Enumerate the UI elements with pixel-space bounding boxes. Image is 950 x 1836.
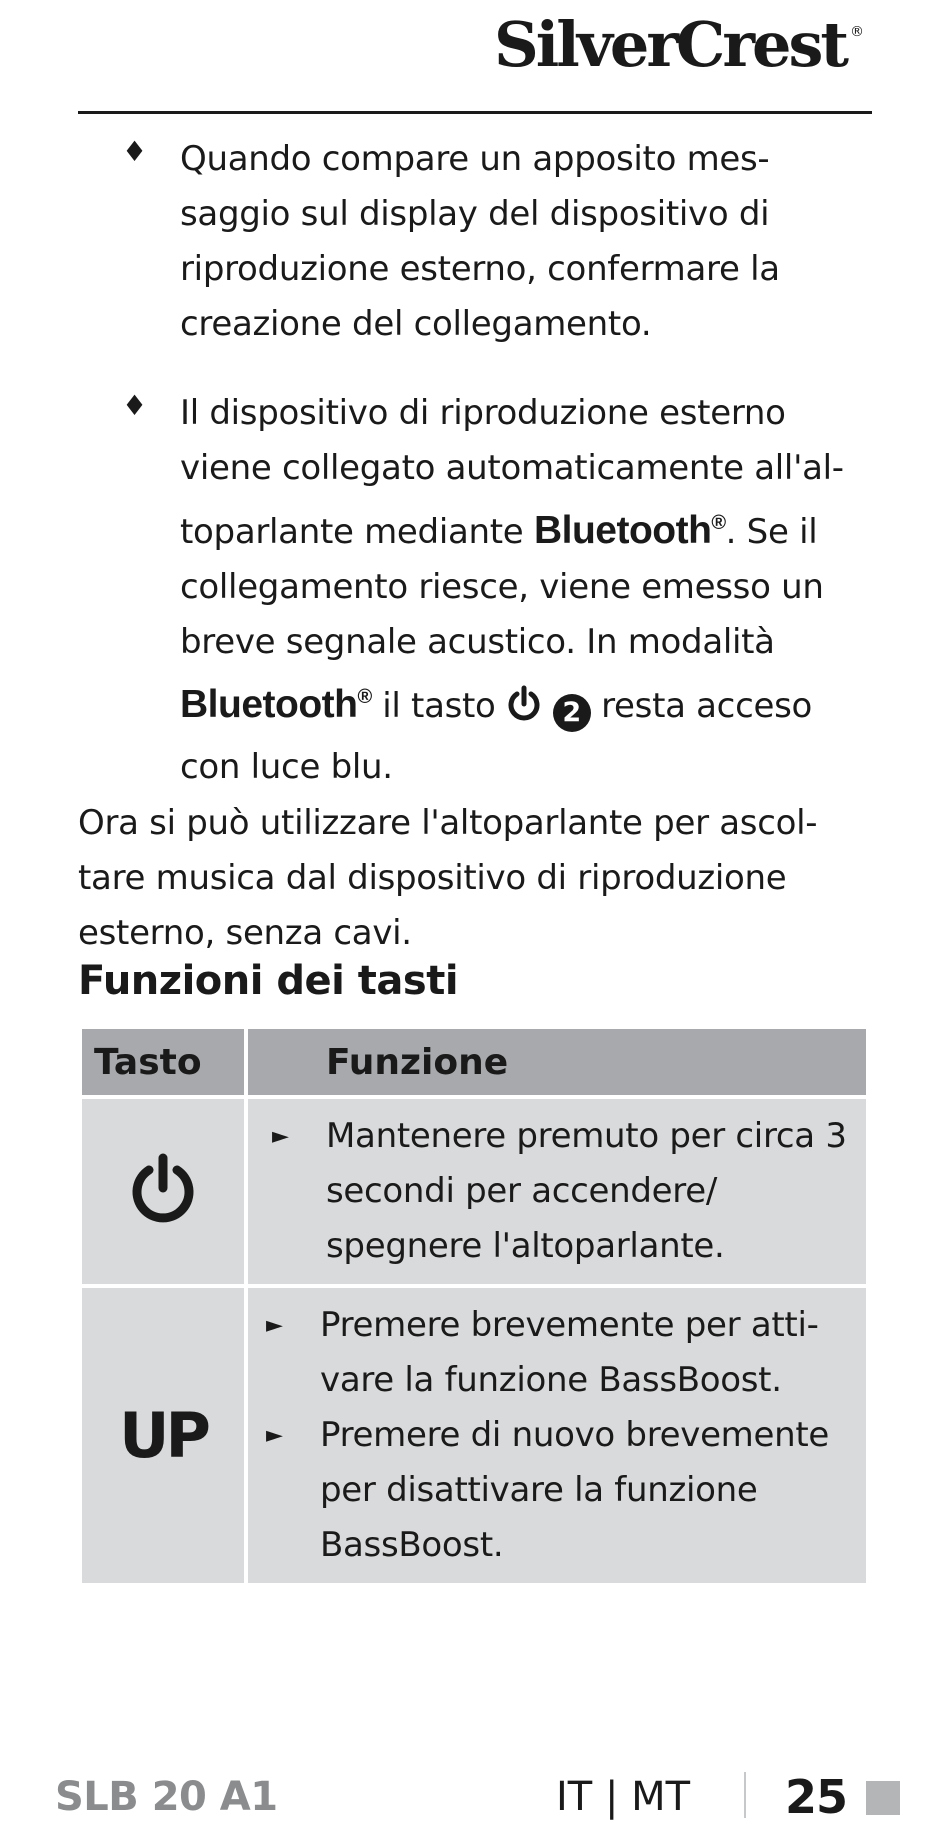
column-header-function: Funzione [246, 1027, 868, 1097]
footer-separator [744, 1772, 746, 1818]
page-footer [0, 1766, 950, 1826]
function-cell [246, 1286, 868, 1585]
list-item: ► Premere di nuovo brevemente per disattivare la funzione BassBoost. [266, 1408, 856, 1573]
bluetooth-wordmark: Bluetooth® [180, 683, 372, 726]
header-divider [78, 111, 872, 114]
language-codes: IT | MT [556, 1774, 691, 1820]
bullet-item [122, 132, 872, 352]
key-functions-table [78, 1025, 870, 1587]
key-cell [80, 1097, 246, 1286]
bluetooth-wordmark: Bluetooth® [533, 509, 726, 552]
arrow-right-icon: ► [266, 1313, 283, 1338]
list-item: ► Mantenere premuto per circa 3 secondi per accendere/ spegnere l'altoparlante. [272, 1109, 856, 1274]
brand-logo: SilverCrest ® [493, 8, 864, 81]
table-row [80, 1286, 868, 1585]
section-title: Funzioni dei tasti [78, 958, 459, 1004]
arrow-right-icon: ► [266, 1423, 283, 1448]
page-number: 25 [785, 1770, 848, 1824]
model-number: SLB 20 A1 [55, 1774, 278, 1820]
table-row [80, 1097, 868, 1286]
column-header-key: Tasto [80, 1027, 246, 1097]
function-cell [246, 1097, 868, 1286]
key-number-badge: 2 [553, 694, 591, 732]
diamond-bullet-icon: ♦ [122, 135, 148, 168]
power-icon [128, 1213, 198, 1232]
list-item: ► Premere brevemente per atti-vare la funzione BassBoost. [266, 1298, 856, 1408]
bullet-text: Il dispositivo di riproduzione esterno viene collegato automaticamente all'al-toparlante mediante Bluetooth®. Se il collegamento riesce, viene emesso un breve segnale acustico. In modalità Bluetooth® il tasto 2 resta acceso con luce blu. [180, 393, 844, 787]
body-paragraph: Ora si può utilizzare l'altoparlante per ascol-tare musica dal dispositivo di riproduzione esterno, senza cavi. [78, 803, 818, 953]
up-key-label: UP [119, 1399, 207, 1472]
diamond-bullet-icon: ♦ [122, 389, 148, 422]
arrow-right-icon: ► [272, 1124, 289, 1149]
page-marker-square [866, 1781, 900, 1815]
bullet-item [122, 386, 872, 795]
table-header-row [80, 1027, 868, 1097]
bullet-text: Quando compare un apposito mes-saggio sul display del dispositivo di riproduzione esterno, confermare la creazione del collegamento. [180, 139, 780, 344]
power-icon [506, 685, 542, 740]
key-cell [80, 1286, 246, 1585]
